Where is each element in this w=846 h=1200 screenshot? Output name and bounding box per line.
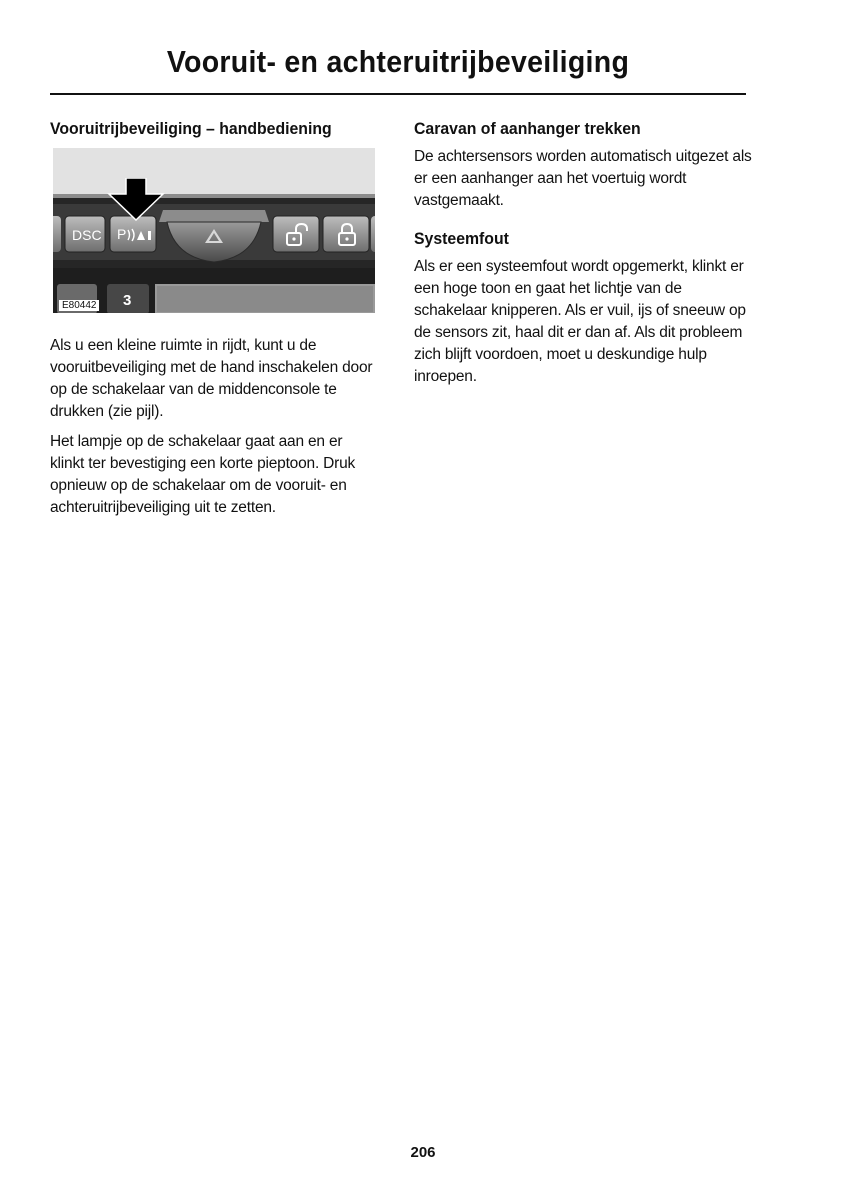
title-rule — [50, 93, 746, 95]
section-heading-towing: Caravan of aanhanger trekken — [414, 119, 641, 138]
section-heading-system-fault: Systeemfout — [414, 229, 509, 248]
paragraph-system-fault: Als er een systeemfout wordt opgemerkt, klinkt er een hoge toon en gaat het lichtje van de schakelaar knipperen. Als er vuil, ijs of sneeuw op de sensors zit, haal dit er dan af. Als dit probleem zich blijft voordoen, moet u deskundige hulp inroepen. — [414, 258, 746, 385]
parking-label: P — [117, 226, 127, 242]
dsc-label: DSC — [72, 227, 102, 243]
gear-label: 3 — [123, 292, 132, 309]
left-column — [50, 118, 380, 527]
parking-sensor-icon — [127, 228, 153, 242]
lock-icon — [336, 223, 358, 247]
section-heading-manual: Vooruitrijbeveiliging – handbediening — [50, 119, 332, 138]
right-column — [414, 118, 754, 396]
paragraph-towing: De achtersensors worden automatisch uitgezet als er een aanhanger aan het voertuig wordt vastgemaakt. — [414, 148, 752, 209]
paragraph-manual-activation: Als u een kleine ruimte in rijdt, kunt u de vooruitbeveiliging met de hand inschakelen door op de schakelaar van de middenconsole te drukken (zie pijl). — [50, 337, 373, 420]
page-number: 206 — [410, 1144, 436, 1161]
unlock-icon — [284, 223, 310, 247]
paragraph-indicator-light: Het lampje op de schakelaar gaat aan en er klinkt ter bevestiging een korte pieptoon. Druk opnieuw op de schakelaar om de vooruit- en achteruitrijbeveiliging uit te zetten. — [50, 433, 356, 516]
console-figure — [53, 148, 375, 313]
page-title: Vooruit- en achteruitrijbeveiliging — [166, 44, 630, 79]
figure-code: E80442 — [59, 300, 99, 311]
arrow-down-icon — [107, 178, 165, 222]
hazard-icon — [204, 228, 224, 244]
